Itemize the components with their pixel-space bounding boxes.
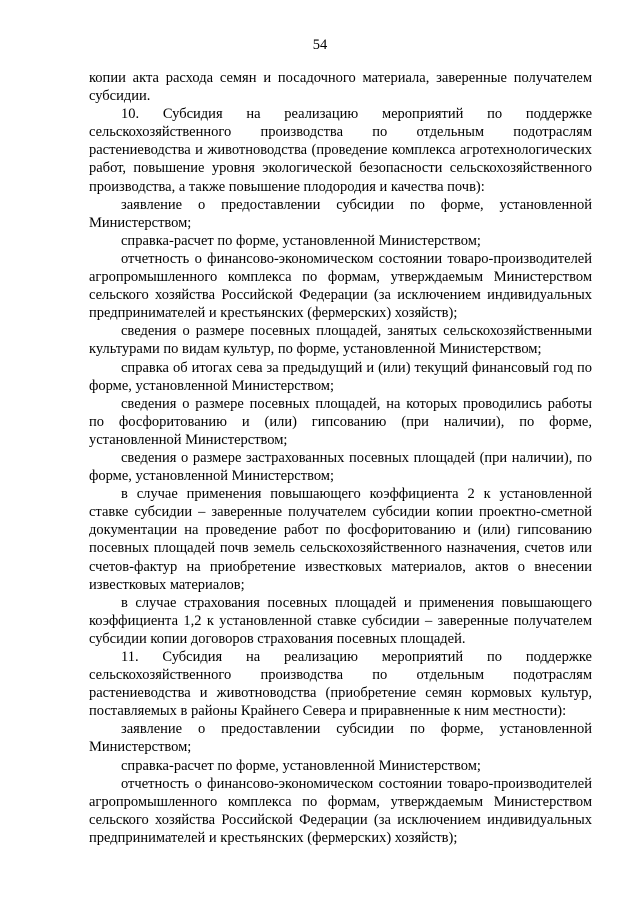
paragraph-7: справка об итогах сева за предыдущий и (или) текущий финансовый год по форме, установленной Министерством; <box>89 359 592 394</box>
paragraph-10: в случае применения повышающего коэффициента 2 к установленной ставке субсидии – заверенные получателем субсидии копии проектно-сметной документации на проведение работ по фосфоритованию и (или) гипсованию посевных площадей почв земель сельскохозяйственного назначения, счетов или счетов-фактур на приобретение известковых материалов, актов о внесении известковых материалов; <box>89 486 592 593</box>
page-number: 54 <box>312 37 328 53</box>
paragraph-3: заявление о предоставлении субсидии по форме, установленной Министерством; <box>89 196 592 231</box>
paragraph-5: отчетность о финансово-экономическом состоянии товаро-производителей агропромышленного комплекса по формам, утверждаемым Министерством сельского хозяйства Российской Федерации (за исключением индивидуальных предпринимателей и крестьянских (фермерских) хозяйств); <box>89 250 592 322</box>
paragraph-12: 11. Субсидия на реализацию мероприятий по поддержке сельскохозяйственного производства по отдельным подотраслям растениеводства и животноводства (приобретение семян кормовых культур, поставляемых в районы Крайнего Севера и приравненные к ним местности): <box>89 649 592 720</box>
paragraph-13: заявление о предоставлении субсидии по форме, установленной Министерством; <box>89 721 592 756</box>
paragraph-14: справка-расчет по форме, установленной Министерством; <box>121 757 481 774</box>
paragraph-2: 10. Субсидия на реализацию мероприятий по поддержке сельскохозяйственного производства по отдельным подотраслям растениеводства и животноводства (проведение комплекса агротехнологических работ, повышение уровня экологической безопасности сельскохозяйственного производства, а также повышение плодородия и качества почв): <box>89 106 592 195</box>
paragraph-11: в случае страхования посевных площадей и применения повышающего коэффициента 1,2 к установленной ставке субсидии – заверенные получателем субсидии копии договоров страхования посевных площадей. <box>89 594 592 647</box>
paragraph-4: справка-расчет по форме, установленной Министерством; <box>121 232 481 249</box>
document-body <box>89 69 592 847</box>
paragraph-8: сведения о размере посевных площадей, на которых проводились работы по фосфоритованию и (или) гипсованию (при наличии), по форме, установленной Министерством; <box>89 395 592 448</box>
paragraph-1: копии акта расхода семян и посадочного материала, заверенные получателем субсидии. <box>89 70 592 105</box>
paragraph-9: сведения о размере застрахованных посевных площадей (при наличии), по форме, установленной Министерством; <box>89 449 592 485</box>
paragraph-15: отчетность о финансово-экономическом состоянии товаро-производителей агропромышленного комплекса по формам, утверждаемым Министерством сельского хозяйства Российской Федерации (за исключением индивидуальных предпринимателей и крестьянских (фермерских) хозяйств); <box>89 775 592 846</box>
paragraph-6: сведения о размере посевных площадей, занятых сельскохозяйственными культурами по видам культур, по форме, установленной Министерством; <box>89 323 592 358</box>
